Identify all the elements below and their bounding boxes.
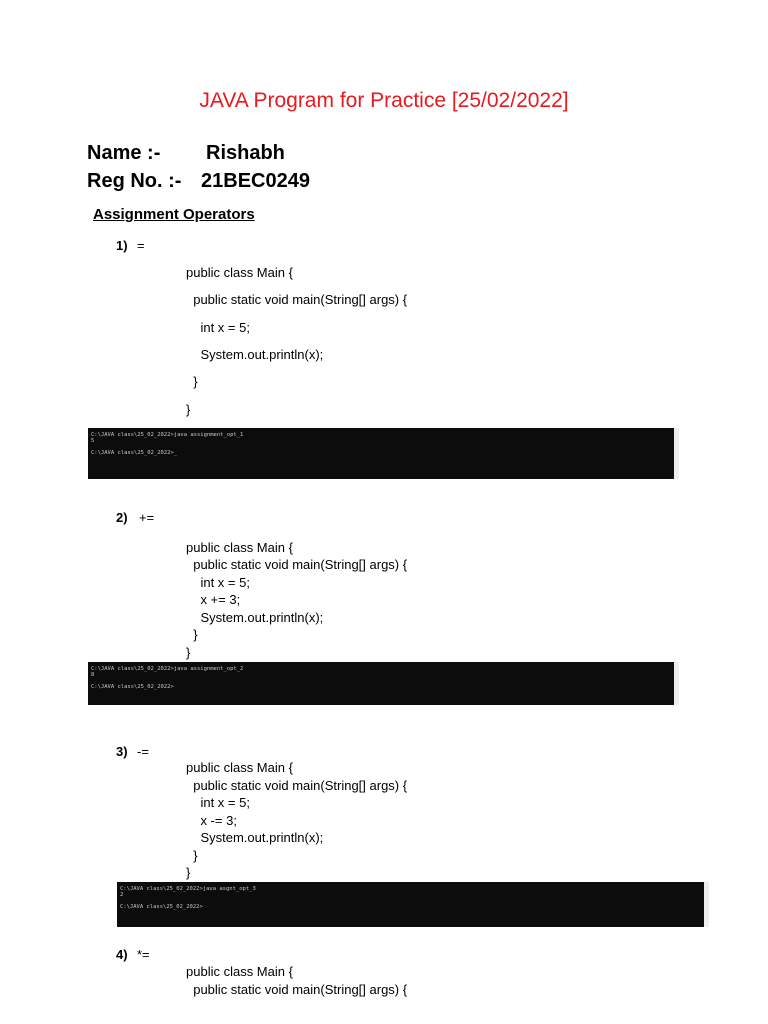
code-line: System.out.println(x); [186, 830, 324, 845]
name-value: Rishabh [206, 142, 285, 164]
console-line: 2 [120, 892, 124, 898]
item-operator: += [139, 510, 155, 525]
console-line: 8 [91, 672, 95, 678]
console-line: C:\JAVA class\25_02_2022> [120, 904, 203, 910]
code-line: x += 3; [186, 592, 241, 607]
console-line: C:\JAVA class\25_02_2022>java assignment_opt_1 [91, 432, 244, 438]
code-line: int x = 5; [186, 320, 250, 335]
reg-value: 21BEC0249 [201, 170, 310, 192]
code-line: public class Main { [186, 760, 293, 775]
code-line: public class Main { [186, 964, 293, 979]
code-line: public class Main { [186, 265, 293, 280]
console-line: C:\JAVA class\25_02_2022>java asgnt_opt_3 [120, 886, 256, 892]
cursor-icon: _ [173, 450, 178, 456]
item-number: 1) [116, 238, 128, 253]
code-line: } [186, 865, 191, 880]
screenshot-edge [674, 662, 679, 705]
code-line: } [186, 645, 191, 660]
item-operator: -= [137, 744, 149, 759]
console-line: C:\JAVA class\25_02_2022> [91, 684, 174, 690]
section-heading: Assignment Operators [93, 206, 255, 223]
console-line: C:\JAVA class\25_02_2022>_ [91, 450, 178, 456]
code-line: int x = 5; [186, 575, 250, 590]
code-line: public static void main(String[] args) { [186, 778, 408, 793]
item-number: 3) [116, 744, 128, 759]
code-line: public static void main(String[] args) { [186, 982, 408, 997]
code-line: int x = 5; [186, 795, 250, 810]
code-line: } [186, 627, 198, 642]
code-line: public class Main { [186, 540, 293, 555]
code-line: } [186, 402, 191, 417]
console-line: C:\JAVA class\25_02_2022>java assignment_opt_2 [91, 666, 244, 672]
reg-label: Reg No. :- [87, 170, 182, 192]
screenshot-edge [674, 428, 679, 479]
document-title: JAVA Program for Practice [25/02/2022] [199, 89, 569, 112]
item-operator: = [137, 238, 145, 253]
console-output-screenshot [88, 428, 674, 479]
code-line: x -= 3; [186, 813, 237, 828]
code-line: System.out.println(x); [186, 610, 324, 625]
name-label: Name :- [87, 142, 161, 164]
code-line: System.out.println(x); [186, 347, 324, 362]
item-number: 4) [116, 947, 128, 962]
console-line: 5 [91, 438, 95, 444]
console-output-screenshot [117, 882, 704, 927]
code-line: public static void main(String[] args) { [186, 292, 408, 307]
item-number: 2) [116, 510, 128, 525]
code-line: } [186, 374, 198, 389]
console-output-screenshot [88, 662, 674, 705]
code-line: } [186, 848, 198, 863]
code-line: public static void main(String[] args) { [186, 557, 408, 572]
screenshot-edge [704, 882, 709, 927]
item-operator: *= [137, 947, 150, 962]
